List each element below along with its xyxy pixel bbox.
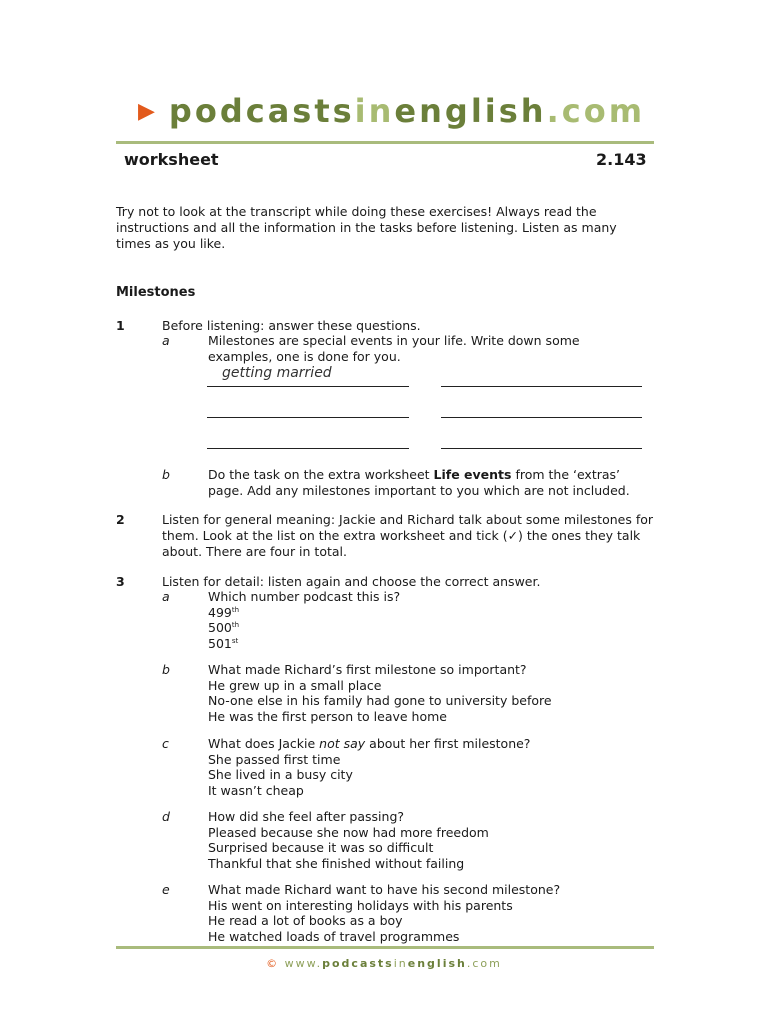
question-2-number: 2	[116, 512, 125, 527]
option-value: 499	[208, 604, 232, 620]
question-3-number: 3	[116, 574, 125, 589]
question-3e-prompt: What made Richard want to have his second milestone?	[208, 882, 561, 897]
answer-option[interactable]	[208, 605, 400, 621]
answer-option[interactable]: She passed first time	[208, 751, 341, 767]
question-3b-letter: b	[162, 662, 170, 677]
question-3e-block	[208, 882, 560, 944]
answer-option[interactable]: No-one else in his family had gone to university before	[208, 693, 552, 708]
question-1b-text-post: from the ‘extras’ page. Add any milestones important to you which are not included.	[208, 467, 630, 498]
brand-part-podcasts: podcasts	[168, 92, 355, 130]
answer-option[interactable]: He watched loads of travel programmes	[208, 928, 460, 944]
option-value: 500	[208, 620, 232, 635]
answer-line[interactable]	[207, 417, 409, 418]
question-2-text: Listen for general meaning: Jackie and Richard talk about some milestones for them. Look at the list on the extra worksheet and tick (✓) the ones they talk about. There are four in total.	[162, 512, 654, 559]
footer-www: www.	[279, 957, 323, 970]
question-3e-letter: e	[162, 882, 170, 897]
answer-line[interactable]	[441, 386, 642, 387]
brand-part-english: english	[394, 92, 547, 130]
question-3d-block	[208, 809, 489, 871]
question-3d-letter: d	[162, 809, 170, 824]
brand-part-com: .com	[546, 92, 646, 130]
answer-option[interactable]: She lived in a busy city	[208, 767, 353, 782]
question-3c-letter: c	[162, 736, 169, 751]
question-3a-prompt: Which number podcast this is?	[208, 589, 401, 604]
question-3-text: Listen for detail: listen again and choose the correct answer.	[162, 574, 541, 589]
section-title: Milestones	[116, 285, 196, 300]
answer-option[interactable]: He read a lot of books as a boy	[208, 913, 403, 928]
worksheet-label: worksheet	[124, 150, 219, 169]
question-1b-text	[208, 467, 648, 498]
answer-option[interactable]	[208, 636, 400, 652]
question-1a-text: Milestones are special events in your life. Write down some examples, one is done for you.	[208, 333, 580, 364]
footer-rule	[116, 946, 654, 949]
question-1-text: Before listening: answer these questions.	[162, 318, 421, 333]
brand-part-in: in	[354, 92, 395, 130]
question-3c-block	[208, 736, 530, 798]
answer-line[interactable]	[441, 417, 642, 418]
worksheet-number: 2.143	[596, 150, 647, 169]
question-3a-letter: a	[162, 589, 170, 604]
question-1b-text-pre: Do the task on the extra worksheet	[208, 467, 434, 482]
answer-line[interactable]	[441, 448, 642, 449]
answer-option[interactable]: It wasn’t cheap	[208, 782, 304, 798]
answer-option[interactable]: He was the first person to leave home	[208, 708, 447, 724]
header-rule	[116, 141, 654, 144]
answer-option[interactable]: Pleased because she now had more freedom	[208, 824, 489, 840]
ordinal-suffix: th	[231, 620, 240, 629]
question-3d-prompt: How did she feel after passing?	[208, 809, 405, 824]
footer-in: in	[393, 957, 408, 970]
ordinal-suffix: th	[231, 605, 240, 614]
prompt-pre: What does Jackie	[208, 736, 320, 751]
intro-text: Try not to look at the transcript while doing these exercises! Always read the instructions and all the information in the tasks before listening. Listen as many times as you like.	[116, 204, 617, 251]
answer-line[interactable]	[207, 448, 409, 449]
prompt-post: about her first milestone?	[365, 736, 531, 751]
copyright-symbol: ©	[266, 957, 280, 970]
answer-option[interactable]: Surprised because it was so difficult	[208, 840, 434, 855]
answer-option[interactable]: He grew up in a small place	[208, 677, 382, 693]
prompt-emphasis: not say	[319, 736, 366, 751]
footer-com: .com	[466, 957, 502, 970]
answer-line[interactable]	[207, 386, 409, 387]
question-3a-block	[208, 589, 400, 651]
answer-option[interactable]: Thankful that she finished without failing	[208, 855, 465, 871]
footer	[0, 957, 768, 970]
brand-logo	[138, 92, 645, 130]
life-events-title: Life events	[433, 467, 512, 482]
answer-option[interactable]	[208, 620, 400, 636]
arrow-icon: ▶	[138, 99, 155, 124]
question-1b-letter: b	[162, 467, 170, 482]
handwritten-example: getting married	[222, 365, 332, 381]
question-3c-prompt	[208, 736, 530, 752]
question-3b-prompt: What made Richard’s first milestone so important?	[208, 662, 527, 677]
ordinal-suffix: st	[231, 636, 239, 645]
footer-english: english	[407, 957, 467, 970]
answer-option[interactable]: His went on interesting holidays with his parents	[208, 897, 513, 913]
footer-podcasts: podcasts	[322, 957, 394, 970]
question-1-number: 1	[116, 318, 125, 333]
question-1a-letter: a	[162, 333, 170, 348]
option-value: 501	[208, 635, 232, 651]
question-3b-block	[208, 662, 552, 724]
